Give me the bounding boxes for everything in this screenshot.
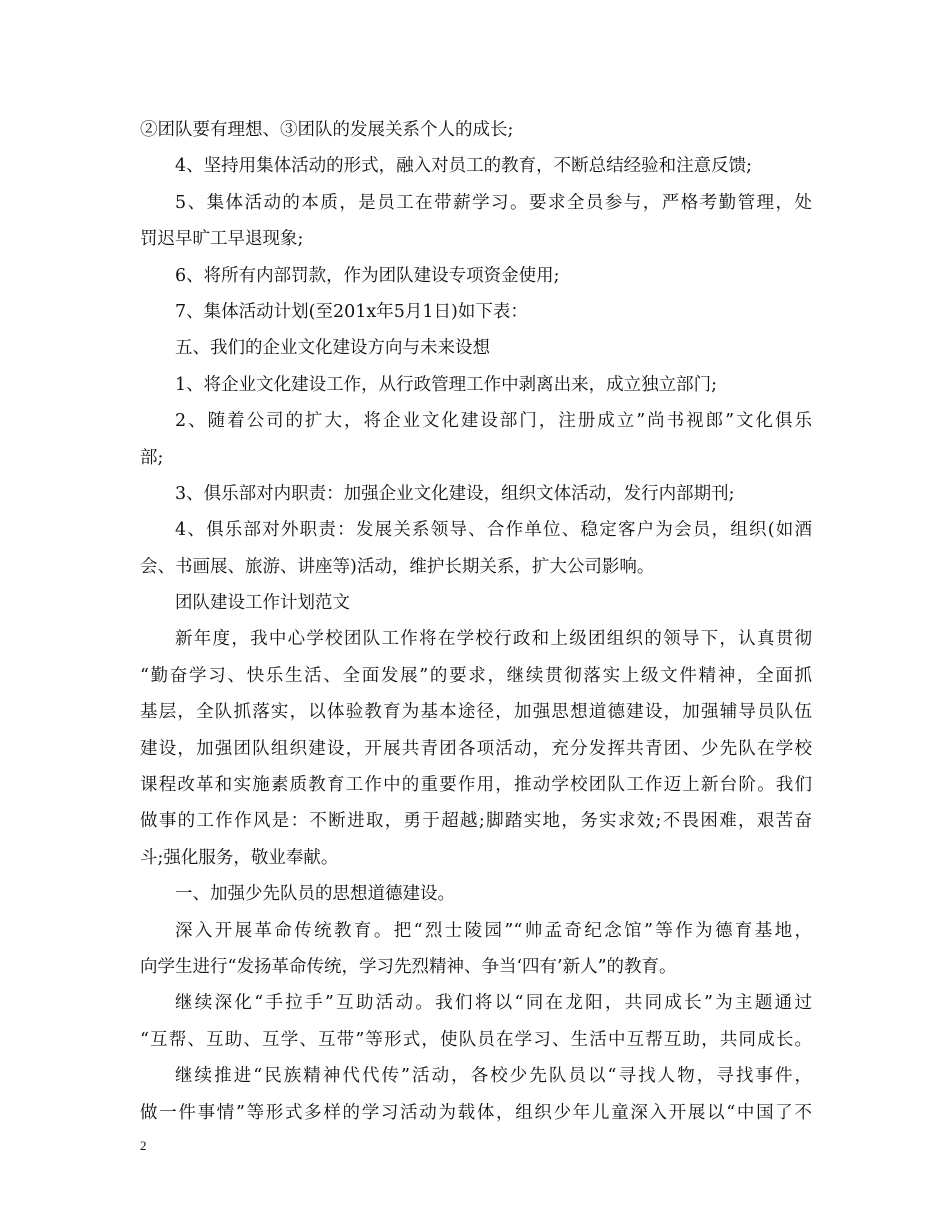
text-line: 继续推进“民族精神代代传”活动，各校少先队员以“寻找人物，寻找事件， <box>175 1066 812 1087</box>
text-line: 基层，全队抓落实，以体验教育为基本途径，加强思想道德建设，加强辅导员队伍 <box>140 702 812 723</box>
text-line: “勤奋学习、快乐生活、全面发展”的要求，继续贯彻落实上级文件精神，全面抓 <box>140 665 812 686</box>
text-line: “互帮、互助、互学、互带”等形式，使队员在学习、生活中互帮互助，共同成长。 <box>140 1029 812 1050</box>
text-line: 会、书画展、旅游、讲座等)活动，维护长期关系，扩大公司影响。 <box>140 556 655 577</box>
text-line: 4、俱乐部对外职责：发展关系领导、合作单位、稳定客户为会员，组织(如酒 <box>175 520 812 541</box>
document-body <box>140 112 812 1131</box>
text-line: 6、将所有内部罚款，作为团队建设专项资金使用; <box>175 265 560 286</box>
text-line: 7、集体活动计划(至201x年5月1日)如下表： <box>175 301 528 322</box>
text-line: 课程改革和实施素质教育工作中的重要作用，推动学校团队工作迈上新台阶。我们 <box>140 775 812 796</box>
text-line: 向学生进行“发扬革命传统，学习先烈精神、争当‘四有’新人”的教育。 <box>140 956 677 977</box>
text-line: 部; <box>140 447 164 468</box>
text-line: 团队建设工作计划范文 <box>175 593 350 614</box>
text-line: 新年度，我中心学校团队工作将在学校行政和上级团组织的领导下，认真贯彻 <box>175 629 812 650</box>
text-line: ②团队要有理想、③团队的发展关系个人的成长; <box>140 120 514 140</box>
text-line: 斗;强化服务，敬业奉献。 <box>140 847 339 868</box>
text-line: 做一件事情”等形式多样的学习活动为载体，组织少年儿童深入开展以“中国了不 <box>140 1102 812 1123</box>
text-line: 3、俱乐部对内职责：加强企业文化建设，组织文体活动，发行内部期刊; <box>175 483 735 504</box>
text-line: 4、坚持用集体活动的形式，融入对员工的教育，不断总结经验和注意反馈; <box>175 156 753 177</box>
page-number: 2 <box>140 1138 147 1153</box>
text-line: 1、将企业文化建设工作，从行政管理工作中剥离出来，成立独立部门; <box>175 374 718 395</box>
text-line: 一、加强少先队员的思想道德建设。 <box>175 884 455 905</box>
text-line: 5、集体活动的本质，是员工在带薪学习。要求全员参与，严格考勤管理，处 <box>175 192 812 213</box>
text-line: 罚迟早旷工早退现象; <box>140 229 304 250</box>
text-line: 深入开展革命传统教育。把“烈士陵园”“帅孟奇纪念馆”等作为德育基地， <box>175 920 812 941</box>
text-line: 建设，加强团队组织建设，开展共青团各项活动，充分发挥共青团、少先队在学校 <box>140 738 812 759</box>
text-line: 做事的工作作风是：不断进取，勇于超越;脚踏实地，务实求效;不畏困难，艰苦奋 <box>140 811 812 832</box>
text-line: 2、随着公司的扩大，将企业文化建设部门，注册成立”尚书视郎”文化俱乐 <box>175 411 812 432</box>
text-line: 五、我们的企业文化建设方向与未来设想 <box>175 338 490 359</box>
text-line: 继续深化“手拉手”互助活动。我们将以“同在龙阳，共同成长”为主题通过 <box>175 993 812 1014</box>
